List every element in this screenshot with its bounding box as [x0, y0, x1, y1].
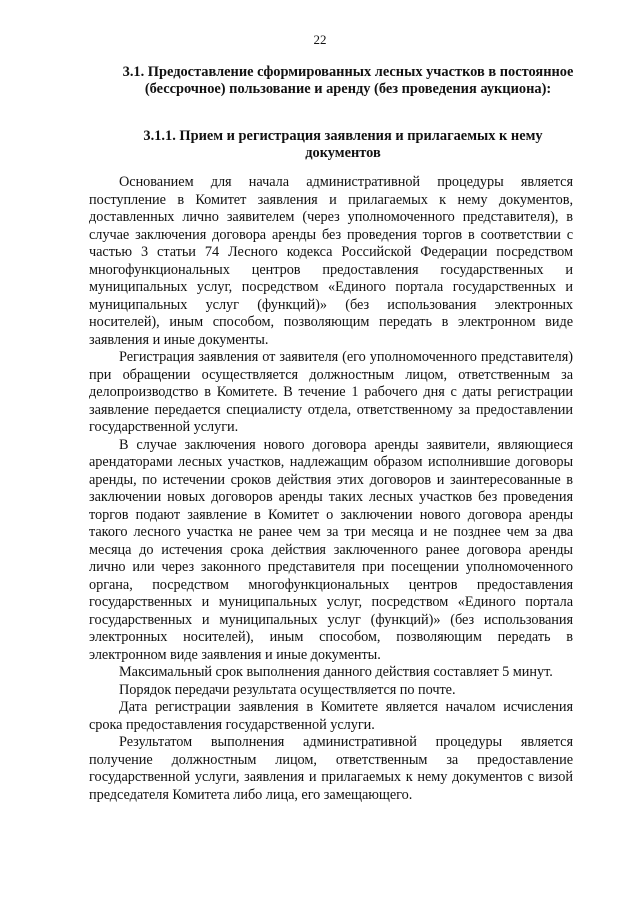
paragraph: Основанием для начала административной процедуры является поступление в Комитет заявления и прилагаемых к нему документов, доставленных лично заявителем (через уполномоченного представителя), в случае заключения договора аренды без проведения торгов в соответствии с частью 3 статьи 74 Лесного кодекса Российской Федерации посредством многофункциональных центров предоставления государственных и муниципальных услуг, посредством «Единого портала государственных и муниципальных услуг (функций)» (без использования электронных носителей), иным способом, позволяющим передать в электронном виде заявления и иные документы.	[89, 174, 573, 348]
section-heading: 3.1. Предоставление сформированных лесных участков в постоянное (бессрочное) пользование и аренду (без проведения аукциона):	[122, 64, 574, 97]
paragraph: Максимальный срок выполнения данного действия составляет 5 минут.	[119, 664, 553, 680]
page-number: 22	[313, 32, 327, 47]
paragraph: Дата регистрации заявления в Комитете является началом исчисления срока предоставления государственной услуги.	[89, 699, 573, 733]
paragraph: Результатом выполнения административной процедуры является получение должностным лицом, ответственным за предоставление государственной услуги, заявления и прилагаемых к нему документов с визой председателя Комитета либо лица, его замещающего.	[89, 734, 573, 803]
paragraph: В случае заключения нового договора аренды заявители, являющиеся арендаторами лесных участков, надлежащим образом исполнившие договоры аренды, по истечении сроков действия этих договоров и заинтересованные в заключении новых договоров аренды таких лесных участков без проведения торгов подают заявление в Комитет о заключении нового договора аренды такого лесного участка не ранее чем за три месяца и не позднее чем за два месяца до истечения срока действия заключенного ранее договора аренды лично или через законного представителя при посещении уполномоченного органа, посредством многофункциональных центров предоставления государственных и муниципальных услуг, посредством «Единого портала государственных и муниципальных услуг (функций)» (без использования электронных носителей), иным способом, позволяющим передать в электронном виде заявления и иные документы.	[89, 436, 573, 663]
paragraph: Регистрация заявления от заявителя (его уполномоченного представителя) при обращении осуществляется должностным лицом, ответственным за делопроизводство в Комитете. В течение 1 рабочего дня с даты регистрации заявление передается специалисту отдела, ответственному за предоставлении государственной услуги.	[89, 349, 573, 435]
paragraph: Порядок передачи результата осуществляется по почте.	[119, 681, 456, 698]
document-body	[89, 174, 573, 804]
subsection-heading: 3.1.1. Прием и регистрация заявления и прилагаемых к нему документов	[143, 128, 543, 161]
